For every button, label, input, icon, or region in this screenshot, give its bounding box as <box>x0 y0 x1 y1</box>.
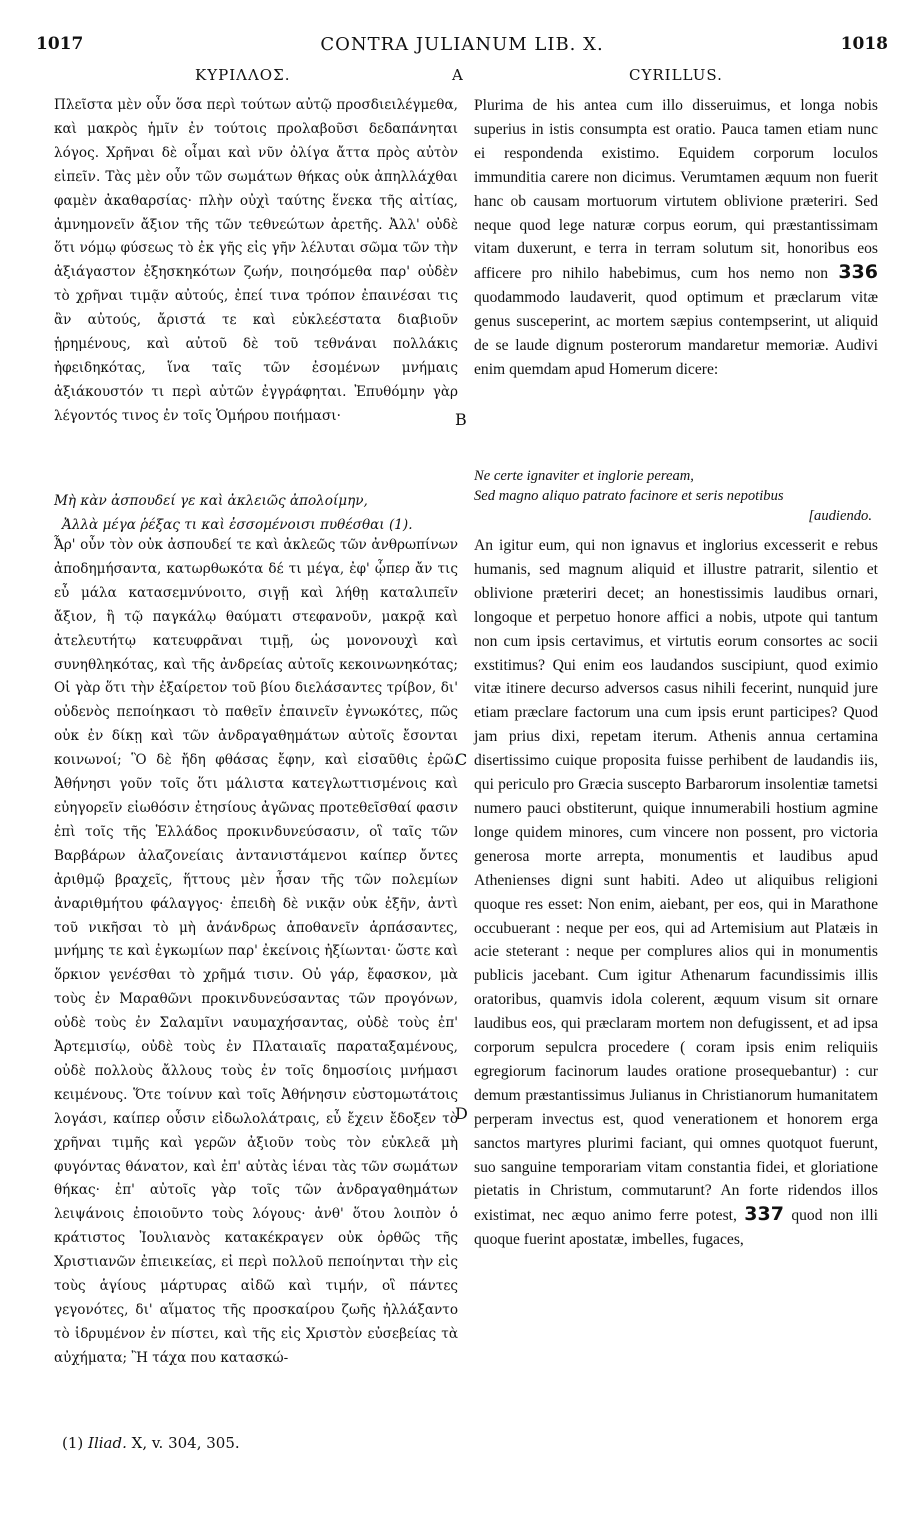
greek-verse-line-2: Ἀλλὰ μέγα ῥέξας τι καὶ ἐσσομένοισι πυθέσθαι (1). <box>62 516 413 533</box>
section-marker-b: B <box>455 410 467 429</box>
latin-paragraph-1 <box>474 94 878 382</box>
latin-paragraph-2-text-b: quod non illi quoque fuerint apostatæ, imbelles, fugaces, <box>474 1207 878 1249</box>
greek-paragraph-1: Πλεῖστα μὲν οὖν ὅσα περὶ τούτων αὐτῷ προσδιειλέγμεθα, καὶ μακρὸς ἡμῖν ἐν τούτοις προλαβοῦσι δεδαπάνηται λόγος. Χρῆναι δὲ οἶμαι καὶ νῦν ὀλίγα ἄττα πρὸς αὐτὸν εἰπεῖν. Τὰς μὲν οὖν τῶν σωμάτων θήκας οὐκ ἀπηλλάχθαι φαμὲν ἀκαθαρσίας· πλὴν οὐχὶ ταύτης ἕνεκα τῆς αἰτίας, ἀμνημονεῖν ἄξιον τῆς τῶν τεθνεώτων ἀρετῆς. Ἀλλ' οὐδὲ ὅτι νόμῳ φύσεως τὸ ἐκ γῆς εἰς γῆν λέλυται σῶμα τῶν τὴν ἀξιάγαστον ἐξησκηκότων ζωήν, ποιησόμεθα παρ' οὐδὲν τὸ χρῆναι τιμᾷν αὐτούς, ἐπεί τινα τρόπον ἐπαινέσαι τις ἂν αὐτούς, ἄριστά τε καὶ εὐκλεέστατα διαβιοῦν ᾑρημένους, καὶ αὐτοῦ δὲ τοῦ τεθνάναι πολλάκις ἠφειδηκότας, ἵνα ταῖς τῶν ἐσομένων μνήμαις ἀξιάκουστόν τι περὶ αὐτῶν ἐγγράφηται. Ἐπυθόμην γὰρ λέγοντός τινος ἐν τοῖς Ὁμήρου ποιήμασι· <box>54 97 458 424</box>
latin-paragraph-1-text-b: quodammodo laudaverit, quod optimum et præclarum vitæ genus susceperint, ac mortem sæpius contempserint, ut aliquid de se laude dignum posterorum mandaretur memoriæ. Audivi enim quemdam apud Homerum dicere: <box>474 289 878 378</box>
greek-column-heading: ΚΥΡΙΛΛΟΣ. <box>195 66 291 84</box>
footnote-work: Iliad. <box>88 1434 127 1452</box>
greek-column <box>54 94 458 429</box>
latin-verse-line-2: Sed magno aliquo patrato facinore et seris nepotibus <box>474 488 784 504</box>
latin-paragraph-2 <box>474 534 878 1252</box>
greek-verse-line-1: Μὴ κὰν ἀσπουδεί γε καὶ ἀκλειῶς ἀπολοίμην, <box>54 493 368 509</box>
section-marker-c: C <box>455 750 468 769</box>
footnote-number: (1) <box>62 1434 84 1452</box>
footnote <box>62 1434 240 1452</box>
latin-paragraph-1-text-a: Plurima de his antea cum illo disseruimus, et longa nobis superius in istis consumpta est oratio. Pauca tamen etiam nunc ei respondenda existimo. Equidem corporum loculos immunditia carere non dicimus. Verumtamen æquum non fuerit hanc ob causam mortuorum virtutem oblivione præteriri. Sed neque quod lege naturæ corpus eorum, qui præstantissimam vitam duxerunt, e terra in terram solutum sit, honoribus eos afficere pro nihilo habebimus, cum hos nemo non <box>474 97 878 283</box>
section-marker-a: A <box>452 66 464 84</box>
page-number-left: 1017 <box>36 34 84 54</box>
running-title: CONTRA JULIANUM LIB. X. <box>320 34 604 55</box>
latin-paragraph-2-text-a: An igitur eum, qui non ignavus et inglorius excesserit e rebus humanis, sed magnum aliquid et illustre patrarit, silentio et oblivione præteriri decet; an honestissimis laudibus ornari, longoque et perpetuo honore affici a nobis, utpote qui tantum non cum ipsis certavimus, et virtutis eorum consortes ac socii exstitimus? Qui enim eos laudandos suscipiunt, quod eximio vitæ itinere decurso adversos casus nihili fecerint, nunquid jure etiam præclare factorum una cum ipsis erunt participes? Quod jam prius dixi, repetam iterum. Athenis annua certamina disertissimo cuique proposita fuisse perhibent de laudandis iis, qui periculo pro Græcia suscepto Barbarorum insolentiæ tametsi numero pauci obstiterunt, quique innumerabili hostium agmine longe quidem minores, cum vincere non possent, pro victoria generosa morte arrepta, monumentis et laudibus apud Athenienses digni sunt habiti. Adeo ut aliquibus religioni quoque res esset: Non enim, aiebant, per eos, qui in Marathone occubuerant : neque per eos, qui ad Artemisium aut Platæis in acie steterant : neque per complures alios qui in monumentis publicis jacebant. Cum igitur Athenarum facundissimis illis oratoribus, quamvis idola colerent, æquum visum sit ornare laudibus eos, qui præclaram mortem non defugissent, et ad ipsa corporum sepulcra procedere ( coram ipsis enim reliquiis egregiorum facinorum laudes oratione prosequebantur) : cur demum præstantissimus Julianus in Christianorum humanitatem perperam invectus est, quod venerationem et honorem erga sanctos martyres plurimi faciant, qui omnes quotquot fuerunt, suo sanguine temporariam vitam constantia fidei, et gloriatione pietatis in Christum, commutarunt? An forte ridendos illos existimat, nec æquo animo ferre potest, <box>474 537 878 1225</box>
latin-column-heading: CYRILLUS. <box>629 66 723 84</box>
section-marker-d: D <box>455 1104 468 1123</box>
migne-column-number-337: 337 <box>744 1203 784 1226</box>
footnote-reference: X, v. 304, 305. <box>126 1434 240 1452</box>
migne-column-number-336: 336 <box>838 261 878 284</box>
latin-verse-line-3: [audiendo. <box>808 508 872 524</box>
latin-verse-line-1: Ne certe ignaviter et inglorie peream, <box>474 468 694 484</box>
latin-verse <box>474 466 878 526</box>
running-header <box>36 34 888 60</box>
greek-verse <box>54 490 458 538</box>
page-number-right: 1018 <box>840 34 888 54</box>
greek-paragraph-2: Ἆρ' οὖν τὸν οὐκ ἀσπουδεί τε καὶ ἀκλεῶς τῶν ἀνθρωπίνων ἀποδημήσαντα, κατωρθωκότα δέ τι μέγα, ἐφ' ᾧπερ ἄν τις εὖ μάλα κατασεμνύνοιτο, σιγῇ καὶ λήθῃ καταλιπεῖν ἄξιον, ἢ τῷ παγκάλῳ θαύματι στεφανοῦν, μακρᾷ καὶ ἀτελευτήτῳ κατευφρᾶναι τιμῇ, ὡς μονονουχὶ καὶ συνηθληκότας, καὶ τῆς ἀνδρείας αὐτοῖς κεκοινωνηκότας; Οἱ γὰρ ὅτι τὴν ἐξαίρετον τοῦ βίου διελάσαντες τρίβον, δι' οὐδενὸς πεποίηκασι τὸ παθεῖν ἐπαινεῖν ἐγνωκότες, πῶς οὐκ ἐν δίκῃ καὶ τῶν ἀνδραγαθημάτων αὐτοῖς ἔσονται κοινωνοί; Ὃ δὲ ἤδη φθάσας ἔφην, καὶ εἰσαῦθις ἐρῶ. Ἀθήνησι γοῦν τοῖς ὅτι μάλιστα κατεγλωττισμένοις καὶ εὐηγορεῖν εἰωθόσιν ἐτησίους ἀγῶνας προτεθεῖσθαί φασιν ἐπὶ τοῖς τῆς Ἑλλάδος προκινδυνεύσασιν, οἳ ταῖς τῶν Βαρβάρων ἀλαζονείαις ἀντανιστάμενοι καίπερ ὄντες ἀριθμῷ βραχεῖς, ἥττους μὲν ἦσαν τῆς τῶν πολεμίων ἀναριθμήτου φάλαγγος· ἐπειδὴ δὲ νικᾷν οὐκ ἐξῆν, ἀντὶ τοῦ νικῆσαι τὸ μὴ ἀνάνδρως ἀποθανεῖν ἁρπάσαντες, μνήμης τε καὶ ἐγκωμίων παρ' ἐκείνοις ἠξίωνται· ὥστε καὶ ὅρκιον γενέσθαι τὸ χρῆμά τισιν. Οὐ γάρ, ἔφασκον, μὰ τοὺς ἐν Μαραθῶνι προκινδυνεύσαντας τῶν προγόνων, οὐδὲ τοὺς ἐν Σαλαμῖνι ναυμαχήσαντας, οὐδὲ τοὺς ἐπ' Ἀρτεμισίῳ, οὐδὲ τοὺς ἐν Πλαταιαῖς παραταξαμένους, οὐδὲ πολλοὺς ἄλλους τοὺς ἐν τοῖς δημοσίοις μνήμασι κειμένους. Ὅτε τοίνυν καὶ τοῖς Ἀθήνησιν εὐστομωτάτοις λογάσι, καίπερ οὖσιν εἰδωλολάτραις, εὖ ἔχειν ἔδοξεν τὸ χρῆναι τιμῆς καὶ γερῶν ἀξιοῦν τοὺς τὸν εὐκλεᾶ μὴ φυγόντας θάνατον, καὶ ἐπ' αὐτὰς ἰέναι τὰς τῶν σωμάτων θήκας· ἐπ' αὐτοῖς γὰρ τοῖς τῶν ἀνδραγαθημάτων λειψάνοις ἐποιοῦντο τοὺς λόγους· ἀνθ' ὅτου λοιπὸν ὁ κράτιστος Ἰουλιανὸς κατακέκραγεν οὐκ ὀρθῶς τῆς Χριστιανῶν ἐπιεικείας, εἰ περὶ πολλοῦ πεποίηνται τὴν εἰς τοὺς ἁγίους μάρτυρας αἰδῶ καὶ τιμήν, οἳ πάντες γεγονότες, δι' αἵματος τῆς προσκαίρου ζωῆς ἠλλάξαντο τὸ ἱδρυμένον ἐν πίστει, καὶ τῆς εἰς Χριστὸν εὐσεβείας τὰ αὐχήματα; Ἢ τάχα που κατασκώ- <box>54 537 458 1366</box>
